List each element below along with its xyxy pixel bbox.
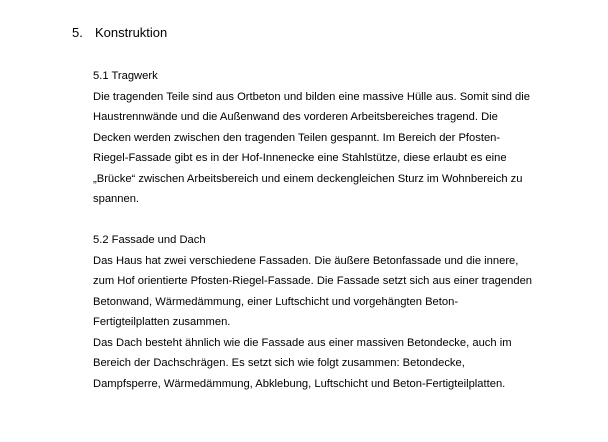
section-title: Konstruktion bbox=[95, 25, 168, 40]
paragraph-line: Die tragenden Teile sind aus Ortbeton und bilden eine massive Hülle aus. Somit sind die bbox=[93, 90, 530, 103]
paragraph-line: Bereich der Dachschrägen. Es setzt sich wie folgt zusammen: Betondecke, bbox=[93, 357, 465, 369]
subsection-title: 5.1 Tragwerk bbox=[93, 70, 158, 82]
paragraph-line: Betonwand, Wärmedämmung, einer Luftschicht und vorgehängten Beton- bbox=[93, 295, 459, 308]
paragraph-line: Das Haus hat zwei verschiedene Fassaden. Die äußere Betonfassade und die innere, bbox=[93, 254, 519, 267]
paragraph-line: Das Dach besteht ähnlich wie die Fassade aus einer massiven Betondecke, auch im bbox=[93, 336, 512, 349]
paragraph-line: Fertigteilplatten zusammen. bbox=[93, 316, 231, 328]
subsection-title: 5.2 Fassade und Dach bbox=[93, 234, 206, 246]
paragraph-line: Riegel-Fassade gibt es in der Hof-Innenecke eine Stahlstütze, diese erlaubt es eine bbox=[93, 152, 507, 164]
paragraph-line: Haustrennwände und die Außenwand des vorderen Arbeitsbereiches tragend. Die bbox=[93, 111, 498, 123]
paragraph-line: spannen. bbox=[93, 193, 140, 205]
subsection-fassade-und-dach bbox=[93, 230, 563, 394]
section-number: 5. bbox=[72, 25, 83, 40]
paragraph-line: Dampfsperre, Wärmedämmung, Abklebung, Luftschicht und Beton-Fertigteilplatten. bbox=[93, 377, 506, 390]
paragraph-line: zum Hof orientierte Pfosten-Riegel-Fassade. Die Fassade setzt sich aus einer tragenden bbox=[93, 275, 533, 287]
paragraph-line: Decken werden zwischen den tragenden Teilen gespannt. Im Bereich der Pfosten- bbox=[93, 131, 501, 144]
subsection-tragwerk bbox=[93, 66, 563, 210]
section-heading bbox=[72, 24, 167, 42]
paragraph-line: „Brücke“ zwischen Arbeitsbereich und einem deckengleichen Sturz im Wohnbereich zu bbox=[93, 172, 523, 185]
